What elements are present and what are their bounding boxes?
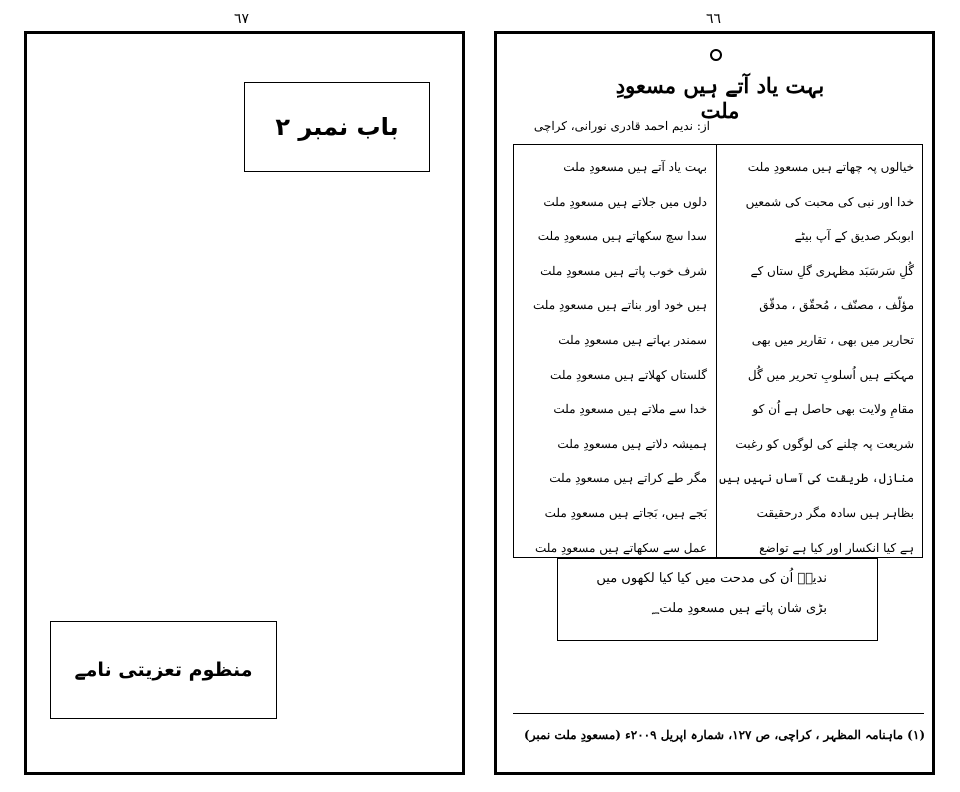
chapter-title-box [244, 82, 430, 172]
verse-line: مہکتے ہیں اُسلوبِ تحریر میں گُل [747, 367, 914, 382]
verse-line: گلستاں کھلاتے ہیں مسعودِ ملت [550, 367, 707, 382]
section-title-box [50, 621, 277, 719]
verse-line: سدا سچ سکھاتے ہیں مسعودِ ملت [537, 229, 707, 244]
closing-couplet-box [557, 558, 878, 641]
verse-line: عمل سے سکھاتے ہیں مسعودِ ملت [534, 540, 707, 555]
column-divider [716, 144, 717, 558]
poem-right-column [719, 150, 914, 565]
verse-line: سمندر بہاتے ہیں مسعودِ ملت [558, 332, 707, 347]
footnote: (۱) ماہنامہ المظہر ، کراچی، ص ۱۲۷، شمارہ اپریل ۲۰۰۹ء (مسعودِ ملت نمبر) [524, 728, 925, 742]
verse-line: دلوں میں جلاتے ہیں مسعودِ ملت [543, 194, 707, 209]
verse-line: ہیں خود اور بناتے ہیں مسعودِ ملت [533, 298, 707, 313]
verse-line: شرف خوب پاتے ہیں مسعودِ ملت [540, 263, 707, 278]
verse-line: ہے کیا انکسار اور کیا ہے تواضع [759, 540, 914, 555]
verse-line: خیالوں پہ چھاتے ہیں مسعودِ ملت [747, 160, 914, 174]
verse-line: ہمیشہ دلاتے ہیں مسعودِ ملت [557, 436, 707, 451]
section-title: منظوم تعزیتی نامے [74, 659, 253, 681]
verse-line: تحاریر میں بھی ، تقاریر میں بھی [751, 332, 914, 347]
verse-line: مگر طے کراتے ہیں مسعودِ ملت [549, 471, 707, 486]
closing-line-2: بڑی شان پاتے ہیں مسعودِ ملت؁ [651, 601, 827, 616]
verse-line: گُلِ سَرسَبَد مظہری گلِ ستاں کے [750, 263, 914, 278]
chapter-title: باب نمبر ۲ [275, 113, 399, 141]
verse-line: مؤلّف ، مصنّف ، مُحقّق ، مدقّق [759, 298, 914, 313]
circle-ornament-icon [710, 49, 722, 61]
verse-line: منازل، طریقت کی آساں نہیں ہیں [719, 471, 914, 486]
verse-line: مقامِ ولایت بھی حاصل ہے اُن کو [752, 402, 914, 417]
verse-line: بہت یاد آتے ہیں مسعودِ ملت [563, 160, 707, 174]
poem-left-column [522, 150, 707, 565]
verse-line: خدا سے ملاتے ہیں مسعودِ ملت [553, 402, 707, 417]
right-page-number: ٦٦ [694, 12, 733, 26]
verse-line: بَجے ہیں، بَجاتے ہیں مسعودِ ملت [544, 505, 707, 520]
poem-title: بہت یاد آتے ہیں مسعودِ ملت [615, 73, 825, 123]
left-page-number: ٦٧ [222, 12, 261, 26]
verse-line: شریعت پہ چلنے کی لوگوں کو رغبت [735, 436, 914, 451]
verse-line: ابوبکر صدیق کے آپ بیٹے [794, 229, 914, 244]
verse-line: خدا اور نبی کی محبت کی شمعیں [745, 194, 914, 209]
verse-line: بظاہر ہیں سادہ مگر درحقیقت [756, 505, 914, 520]
closing-line-1: ندیمؔ اُن کی مدحت میں کیا کیا لکھوں میں [596, 571, 827, 586]
poet-credit: از: ندیم احمد قادری نورانی، کراچی [533, 119, 710, 133]
footnote-rule [513, 713, 924, 714]
